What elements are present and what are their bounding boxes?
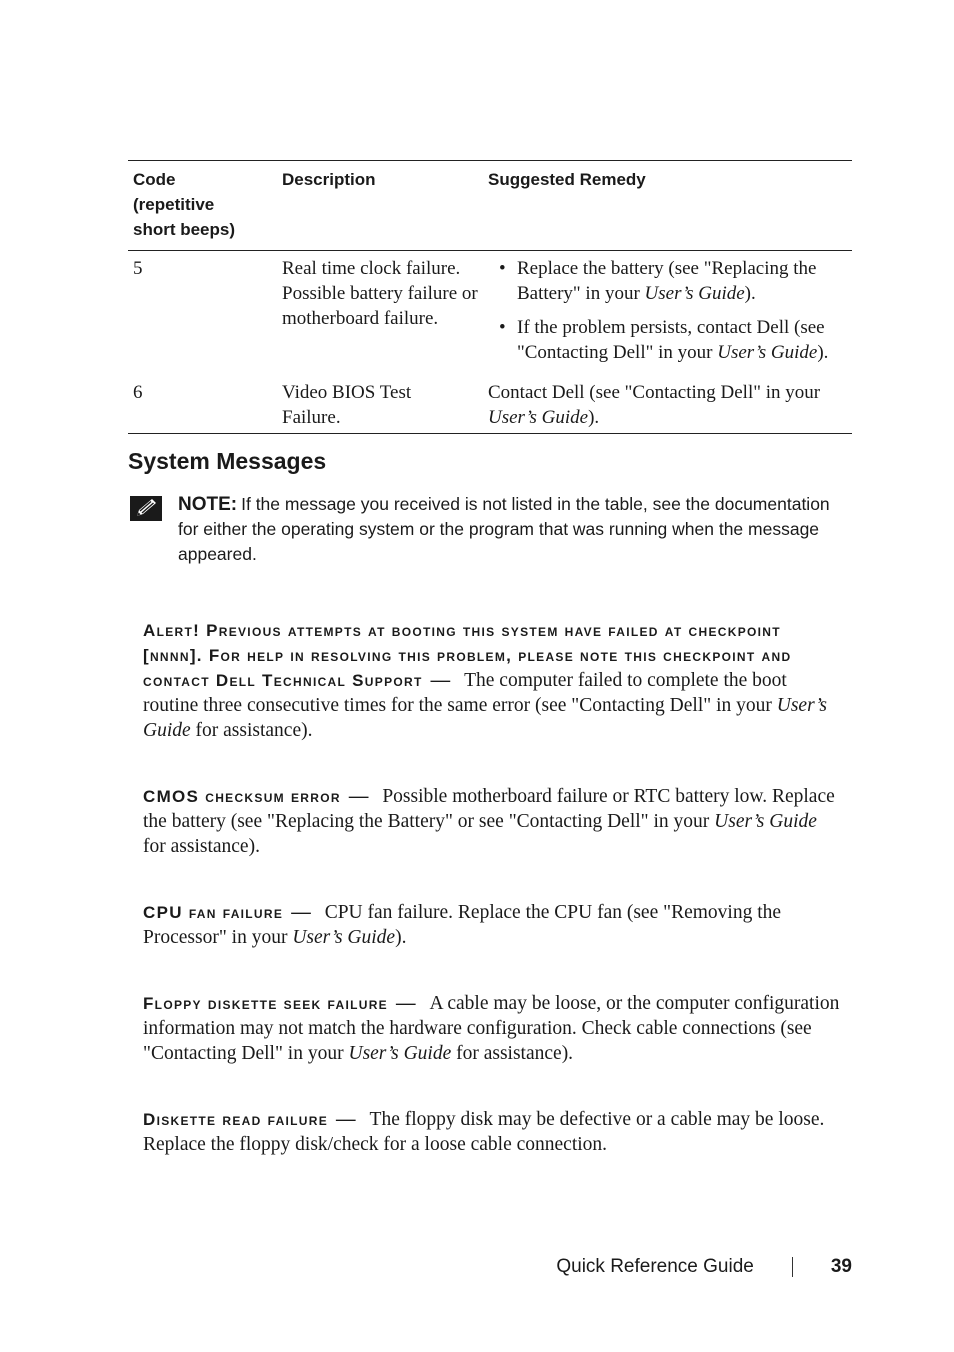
em-dash: — (291, 902, 311, 923)
message-text: for assistance). (143, 836, 260, 857)
guide-reference: User’s Guide (292, 927, 396, 948)
message-text: ). (395, 927, 407, 948)
message-text: for assistance). (451, 1043, 574, 1064)
note-text (178, 492, 854, 567)
cell-remedy (492, 256, 852, 365)
guide-reference: User’s Guide (488, 407, 589, 428)
guide-reference: User’s Guide (714, 811, 817, 832)
remedy-item (492, 315, 852, 365)
table-bottom-rule (128, 433, 852, 434)
remedy-text: Contact Dell (see "Contacting Dell" in your (488, 382, 821, 403)
cell-description: Real time clock failure. Possible battery failure or motherboard failure. (282, 258, 478, 329)
em-dash: — (336, 1109, 356, 1130)
remedy-list (492, 256, 852, 365)
message-text: CPU fan failure. Replace the CPU fan (see "Removing the Processor" in your (143, 902, 782, 948)
list-item (143, 991, 843, 1066)
header-description: Description (282, 170, 376, 189)
note-body: If the message you received is not listed in the table, see the documentation for either the operating system or the program that was running when the message appeared. (178, 494, 830, 564)
remedy-text: ). (817, 342, 829, 363)
note-label: NOTE: (178, 494, 238, 515)
footer-divider (792, 1257, 793, 1277)
cell-description: Video BIOS Test Failure. (282, 382, 412, 428)
note-box (130, 492, 854, 567)
message-title: Floppy diskette seek failure (143, 994, 388, 1013)
remedy-text: ). (588, 407, 600, 428)
remedy-item (492, 256, 852, 306)
list-item (143, 1107, 843, 1157)
message-text: for assistance). (190, 720, 313, 741)
guide-reference: User’s Guide (348, 1043, 452, 1064)
remedy-text: Replace the battery (see "Replacing the Battery" in your (517, 258, 817, 304)
page-footer (556, 1256, 852, 1278)
table-row (128, 368, 852, 433)
cell-code: 6 (133, 382, 143, 403)
header-code-line: Code (133, 170, 176, 189)
footer-guide-title: Quick Reference Guide (556, 1256, 754, 1277)
header-code (128, 167, 282, 242)
em-dash: — (395, 993, 416, 1014)
message-text: The computer failed to complete the boot routine three consecutive times for the same error (see "Contacting Dell" in your (143, 670, 787, 716)
em-dash: — (430, 670, 451, 691)
beep-code-table (128, 160, 852, 434)
header-code-line: (repetitive (133, 195, 215, 214)
remedy-text: ). (744, 283, 756, 304)
message-title: CMOS checksum error (143, 787, 341, 806)
message-title: Diskette read failure (143, 1110, 329, 1129)
cell-remedy (488, 380, 852, 430)
header-remedy: Suggested Remedy (488, 170, 646, 189)
message-text: Possible motherboard failure or RTC battery low. Replace the battery (see "Replacing the Battery" or see "Contacting Dell" in your (143, 786, 835, 832)
message-title: CPU fan failure (143, 903, 284, 922)
message-title: Alert! Previous attempts at booting this system have failed at checkpoint [nnnn]. For help in resolving this problem, please note this checkpoint and contact Dell Technical Support (143, 621, 792, 690)
guide-reference: User’s Guide (717, 342, 818, 363)
message-text: A cable may be loose, or the computer configuration information may not match the hardware configuration. Check cable connections (see "Contacting Dell" in your (143, 993, 840, 1064)
note-pencil-icon (130, 496, 162, 521)
cell-code: 5 (133, 258, 143, 279)
page-number: 39 (830, 1256, 852, 1277)
guide-reference: User’s Guide (143, 695, 827, 741)
section-heading: System Messages (128, 448, 327, 474)
message-text: The floppy disk may be defective or a cable may be loose. Replace the floppy disk/check for a loose cable connection. (143, 1109, 825, 1155)
list-item (143, 900, 843, 950)
system-messages-list (143, 618, 843, 1198)
header-code-line: short beeps) (133, 220, 236, 239)
remedy-text: If the problem persists, contact Dell (see "Contacting Dell" in your (517, 317, 825, 363)
table-row (128, 251, 852, 368)
table-header-row (128, 161, 852, 250)
list-item (143, 618, 843, 743)
list-item (143, 784, 843, 859)
em-dash: — (348, 786, 369, 807)
guide-reference: User’s Guide (644, 283, 745, 304)
